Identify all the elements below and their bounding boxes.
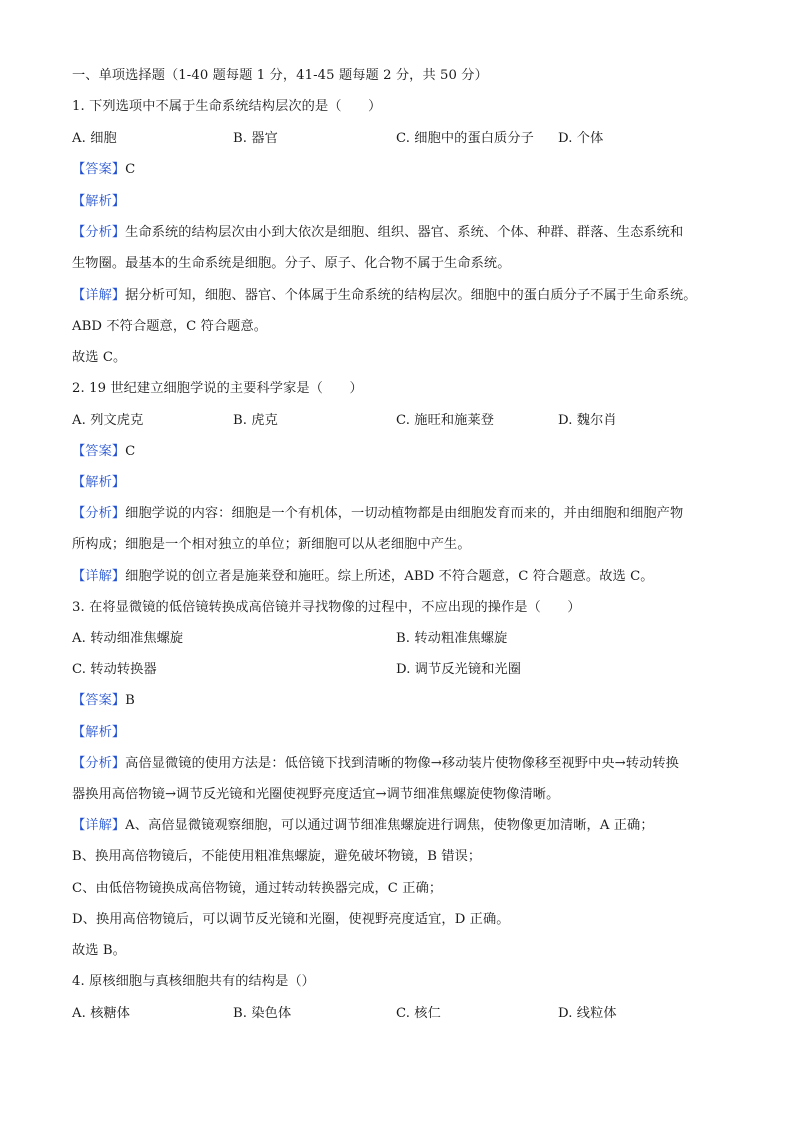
q2-option-c: C. 施旺和施莱登 [396,413,495,428]
section-heading: 一、单项选择题（1-40 题每题 1 分，41-45 题每题 2 分，共 50 分） [72,68,488,83]
answer-tag: 【答案】 [72,162,126,177]
q2-jiexi-tag: 【解析】 [72,475,126,490]
xiangjie-tag: 【详解】 [72,818,126,833]
q2-analysis-line-2: 所构成；细胞是一个相对独立的单位；新细胞可以从老细胞中产生。 [72,537,471,552]
q2-option-d: D. 魏尔肖 [558,413,617,428]
q3-answer [72,691,135,711]
answer-tag: 【答案】 [72,444,126,459]
q1-answer-value: C [125,162,136,177]
q2-detail-line-1 [72,567,654,587]
question-3-stem: 3. 在将显微镜的低倍镜转换成高倍镜并寻找物像的过程中，不应出现的操作是（ ） [72,600,581,615]
q2-analysis-text-1: 细胞学说的内容：细胞是一个有机体，一切动植物都是由细胞发育而来的，并由细胞和细胞产物 [125,506,684,521]
q4-option-b: B. 染色体 [233,1006,292,1021]
q1-analysis-line-2: 生物圈。最基本的生命系统是细胞。分子、原子、化合物不属于生命系统。 [72,256,511,271]
q1-conclusion: 故选 C。 [72,350,127,365]
q1-option-a: A. 细胞 [72,131,117,146]
q3-detail-line-4: D、换用高倍物镜后，可以调节反光镜和光圈，使视野亮度适宜，D 正确。 [72,912,510,927]
q4-option-d: D. 线粒体 [558,1006,617,1021]
q2-answer [72,442,135,462]
fenxi-tag: 【分析】 [72,225,126,240]
question-2-stem: 2. 19 世纪建立细胞学说的主要科学家是（ ） [72,381,363,396]
q1-option-d: D. 个体 [558,131,604,146]
q1-detail-line-2: ABD 不符合题意，C 符合题意。 [72,319,268,334]
q3-detail-text-1: A、高倍显微镜观察细胞，可以通过调节细准焦螺旋进行调焦，使物像更加清晰，A 正确； [125,818,654,833]
xiangjie-tag: 【详解】 [72,288,126,303]
q1-answer [72,160,135,180]
q4-option-c: C. 核仁 [396,1006,441,1021]
q1-analysis-line-1 [72,223,683,243]
q4-option-a: A. 核糖体 [72,1006,131,1021]
q3-jiexi-tag: 【解析】 [72,725,126,740]
q1-analysis-text-1: 生命系统的结构层次由小到大依次是细胞、组织、器官、系统、个体、种群、群落、生态系统和 [125,225,684,240]
q2-detail-text-1: 细胞学说的创立者是施莱登和施旺。综上所述，ABD 不符合题意，C 符合题意。故选 C。 [125,569,654,584]
fenxi-tag: 【分析】 [72,506,126,521]
q3-detail-line-3: C、由低倍物镜换成高倍物镜，通过转动转换器完成，C 正确； [72,881,443,896]
q3-analysis-text-1: 高倍显微镜的使用方法是：低倍镜下找到清晰的物像→移动装片使物像移至视野中央→转动转换 [125,756,679,771]
q1-option-c: C. 细胞中的蛋白质分子 [396,131,534,146]
q3-option-d: D. 调节反光镜和光圈 [396,662,522,677]
q3-option-a: A. 转动细准焦螺旋 [72,631,184,646]
answer-tag: 【答案】 [72,693,126,708]
q3-conclusion: 故选 B。 [72,943,126,958]
question-1-stem: 1. 下列选项中不属于生命系统结构层次的是（ ） [72,99,382,114]
xiangjie-tag: 【详解】 [72,569,126,584]
q3-option-b: B. 转动粗准焦螺旋 [396,631,508,646]
q1-jiexi-tag: 【解析】 [72,194,126,209]
q1-detail-text-1: 据分析可知，细胞、器官、个体属于生命系统的结构层次。细胞中的蛋白质分子不属于生命系统。 [125,288,697,303]
question-4-stem: 4. 原核细胞与真核细胞共有的结构是（） [72,974,315,989]
q3-detail-line-1 [72,816,654,836]
q2-option-b: B. 虎克 [233,413,278,428]
q3-analysis-line-2: 器换用高倍物镜→调节反光镜和光圈使视野亮度适宜→调节细准焦螺旋使物像清晰。 [72,787,560,802]
q3-option-c: C. 转动转换器 [72,662,157,677]
q1-option-b: B. 器官 [233,131,278,146]
q2-answer-value: C [125,444,136,459]
q3-answer-value: B [125,693,135,708]
q2-analysis-line-1 [72,504,683,524]
q3-detail-line-2: B、换用高倍物镜后，不能使用粗准焦螺旋，避免破坏物镜，B 错误； [72,849,482,864]
q2-option-a: A. 列文虎克 [72,413,144,428]
fenxi-tag: 【分析】 [72,756,126,771]
q3-analysis-line-1 [72,754,679,774]
q1-detail-line-1 [72,286,697,306]
